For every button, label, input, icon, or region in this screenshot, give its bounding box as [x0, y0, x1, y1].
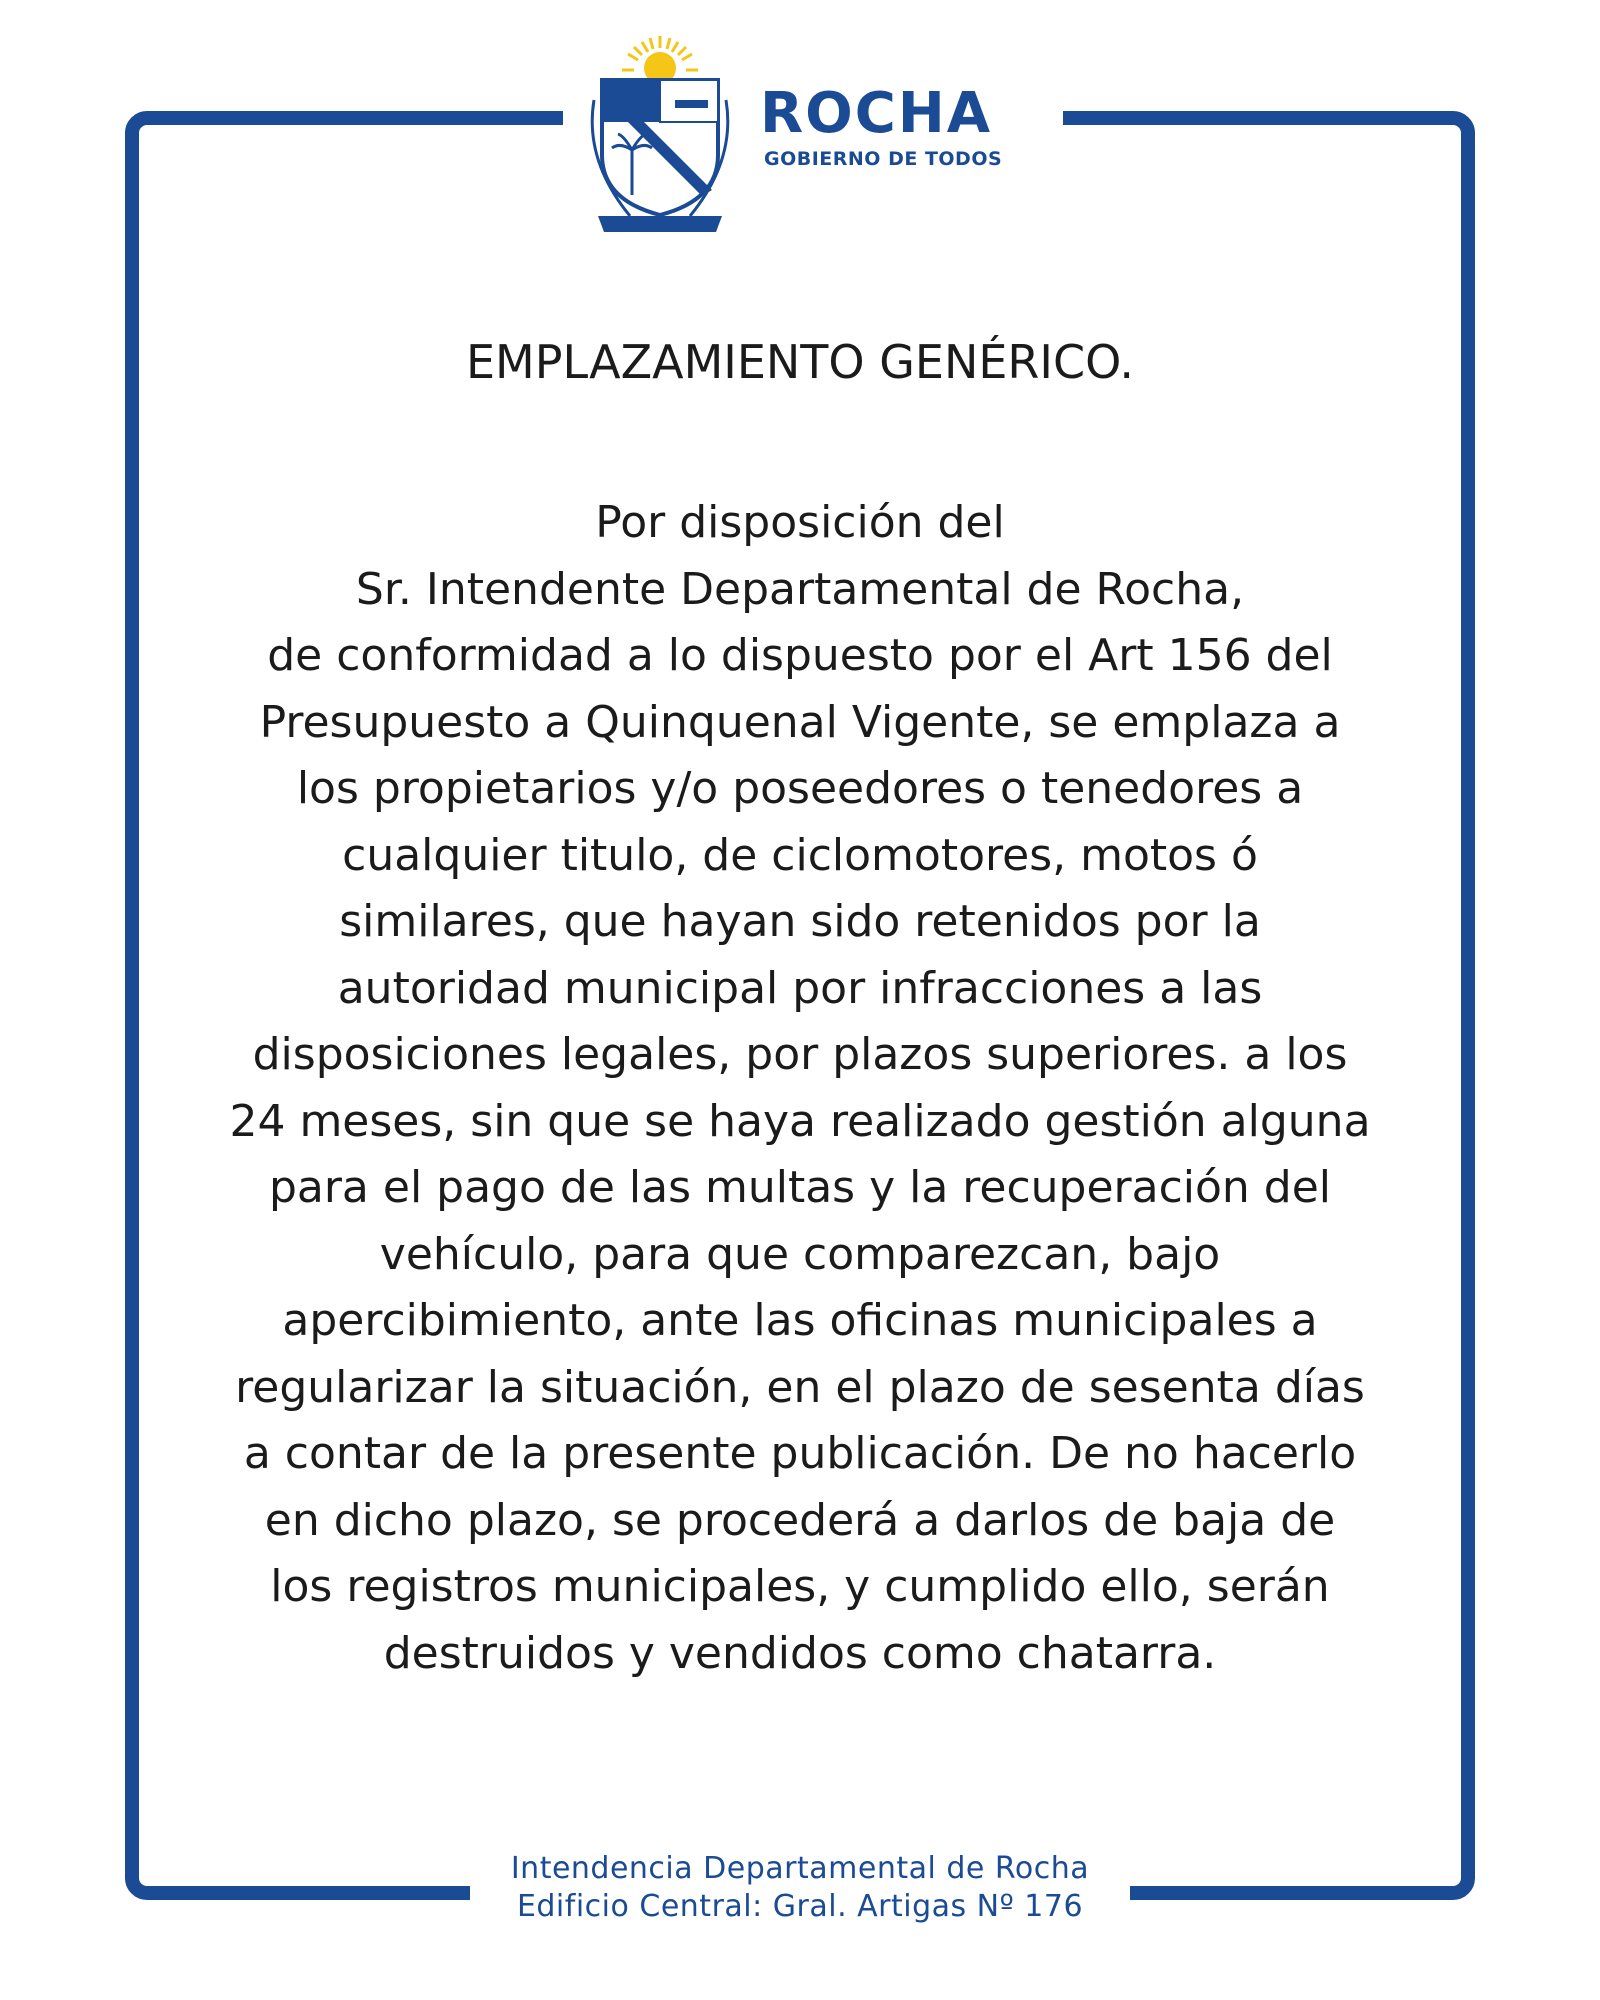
notice-line: Sr. Intendente Departamental de Rocha,: [355, 563, 1245, 615]
notice-line: para el pago de las multas y la recuperación del: [268, 1162, 1332, 1213]
notice-line: 24 meses, sin que se haya realizado gestión alguna: [229, 1095, 1371, 1147]
notice-line: destruidos y vendidos como chatarra.: [383, 1627, 1217, 1679]
notice-line: disposiciones legales, por plazos superiores. a los: [252, 1029, 1348, 1080]
sun-icon: [622, 36, 698, 84]
brand-block: [760, 82, 1002, 172]
notice-line: Por disposición del: [595, 497, 1005, 548]
coat-of-arms-icon: [580, 30, 740, 250]
notice-body: [160, 490, 1440, 1687]
notice-line: regularizar la situación, en el plazo de sesenta días: [235, 1361, 1365, 1413]
brand-name: ROCHA: [760, 81, 993, 146]
brand-tagline: GOBIERNO DE TODOS: [764, 148, 1003, 170]
footer-line-address: Edificio Central: Gral. Artigas Nº 176: [516, 1889, 1084, 1924]
notice-line: en dicho plazo, se procederá a darlos de baja de: [264, 1494, 1336, 1546]
notice-title: EMPLAZAMIENTO GENÉRICO.: [465, 335, 1135, 389]
notice-line: Presupuesto a Quinquenal Vigente, se emplaza a: [259, 696, 1341, 748]
notice-line: los registros municipales, y cumplido ello, serán: [270, 1561, 1330, 1612]
ribbon-icon: [598, 216, 722, 232]
notice-line: los propietarios y/o poseedores o tenedores a: [296, 763, 1304, 814]
footer-line-institution: Intendencia Departamental de Rocha: [510, 1851, 1090, 1886]
notice-line: de conformidad a lo dispuesto por el Art 156 del: [267, 630, 1333, 681]
notice-line: similares, que hayan sido retenidos por la: [339, 896, 1261, 947]
notice-line: vehículo, para que comparezcan, bajo: [379, 1228, 1221, 1280]
notice-line: a contar de la presente publicación. De no hacerlo: [243, 1428, 1357, 1479]
shield-icon: [602, 80, 718, 215]
notice-line: cualquier titulo, de ciclomotores, motos ó: [342, 829, 1258, 881]
footer-address: [125, 1850, 1475, 1926]
notice-line: apercibimiento, ante las oficinas municipales a: [282, 1295, 1318, 1346]
notice-line: autoridad municipal por infracciones a las: [337, 962, 1263, 1014]
